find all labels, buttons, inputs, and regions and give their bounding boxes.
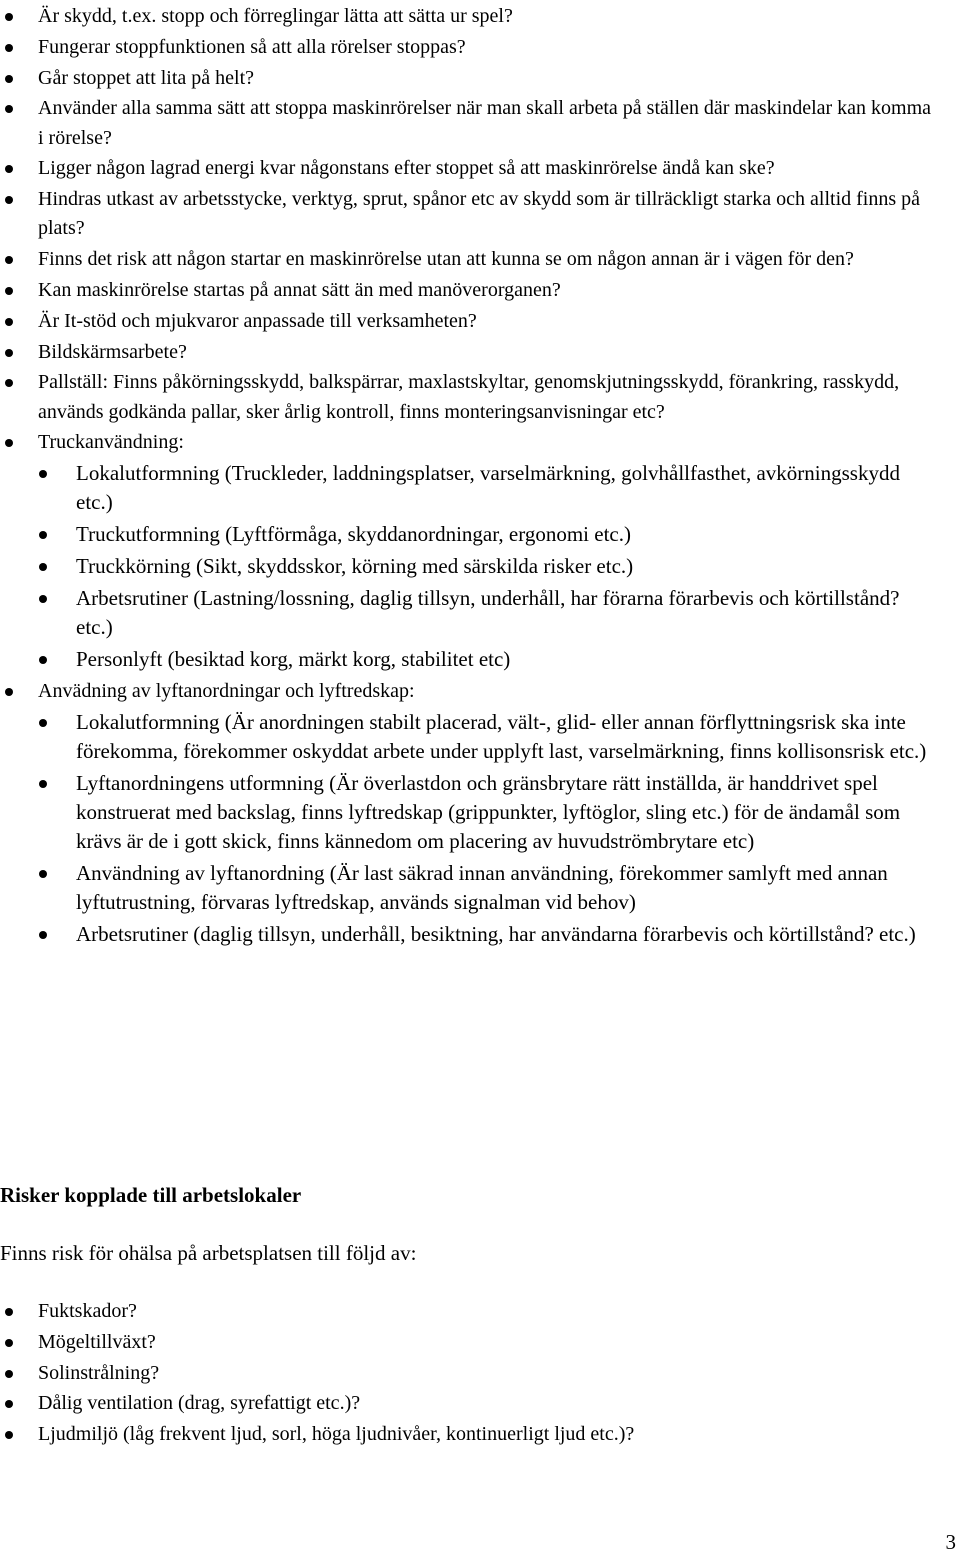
lifting-usage-label: Anvädning av lyftanordningar och lyftredskap:	[38, 680, 415, 703]
lifting-usage-sublist	[38, 708, 940, 949]
list-item-text: Ljudmiljö (låg frekvent ljud, sorl, höga ljudnivåer, kontinuerligt ljud etc.)?	[38, 1423, 635, 1446]
sublist-item	[38, 584, 940, 642]
sublist-item	[38, 769, 940, 856]
machine-safety-checklist	[0, 2, 940, 952]
bullet-icon	[39, 931, 47, 939]
bullet-icon	[39, 531, 47, 539]
bullet-icon	[5, 105, 13, 113]
list-item-text: Bildskärmsarbete?	[38, 340, 187, 363]
list-item-text: Solinstrålning?	[38, 1361, 160, 1384]
list-item	[0, 276, 940, 305]
sublist-item	[38, 520, 940, 549]
bullet-icon	[5, 165, 13, 173]
bullet-icon	[39, 595, 47, 603]
list-item-text: Hindras utkast av arbetsstycke, verktyg, sprut, spånor etc av skydd som är tillräckligt starka och alltid finns på plats?	[38, 188, 921, 240]
truck-usage-sublist	[38, 459, 940, 674]
list-item	[0, 1420, 940, 1449]
bullet-icon	[5, 1370, 13, 1378]
sublist-item-text: Användning av lyftanordning (Är last säkrad innan användning, förekommer samlyft med annan lyftutrustning, förvaras lyftredskap, används signalman vid behov)	[76, 860, 888, 914]
bullet-icon	[5, 13, 13, 21]
list-item-text: Är skydd, t.ex. stopp och förreglingar lätta att sätta ur spel?	[38, 5, 513, 27]
list-item-text: Är It-stöd och mjukvaror anpassade till verksamheten?	[38, 309, 477, 332]
sublist-item-text: Truckutformning (Lyftförmåga, skyddanordningar, ergonomi etc.)	[76, 522, 631, 547]
list-item	[0, 154, 940, 183]
sublist-item-text: Lokalutformning (Är anordningen stabilt placerad, vält-, glid- eller annan förflyttningsrisk ska inte förekomma, förekommer oskyddat arbete under upplyft last, varselmärkning, finns kollisonsrisk etc.)	[76, 709, 927, 763]
bullet-icon	[39, 719, 47, 727]
sublist-item-text: Lokalutformning (Truckleder, laddningsplatser, varselmärkning, golvhållfasthet, avkörningsskydd etc.)	[76, 461, 900, 515]
bullet-icon	[39, 563, 47, 571]
bullet-icon	[5, 349, 13, 357]
bullet-icon	[5, 196, 13, 204]
sublist-item	[38, 459, 940, 517]
list-item-text: Pallställ: Finns påkörningsskydd, balkspärrar, maxlastskyltar, genomskjutningsskydd, förankring, rasskydd, används godkända pallar, sker årlig kontroll, finns monteringsanvisningar etc?	[38, 371, 900, 423]
bullet-icon	[39, 780, 47, 788]
list-item-text: Mögeltillväxt?	[38, 1330, 156, 1353]
sublist-item	[38, 920, 940, 949]
workplace-risk-list	[0, 1297, 940, 1451]
bullet-icon	[5, 1308, 13, 1316]
sublist-item-text: Truckkörning (Sikt, skyddsskor, körning med särskilda risker etc.)	[76, 554, 634, 579]
sublist-item-text: Personlyft (besiktad korg, märkt korg, stabilitet etc)	[76, 647, 511, 672]
sublist-item-text: Arbetsrutiner (daglig tillsyn, underhåll, besiktning, har användarna förarbevis och körtillstånd? etc.)	[76, 921, 916, 946]
sublist-item-text: Arbetsrutiner (Lastning/lossning, daglig tillsyn, underhåll, har förarna förarbevis och körtillstånd? etc.)	[76, 586, 900, 640]
page-number: 3	[945, 1530, 956, 1554]
bullet-icon	[5, 318, 13, 326]
list-item-text: Kan maskinrörelse startas på annat sätt än med manöverorganen?	[38, 278, 561, 301]
list-item	[0, 1359, 940, 1388]
bullet-icon	[5, 379, 13, 387]
bullet-icon	[5, 1400, 13, 1408]
bullet-icon	[5, 439, 13, 447]
list-item	[0, 245, 940, 274]
list-item	[0, 1389, 940, 1418]
list-item-text: Fuktskador?	[38, 1300, 137, 1322]
list-item	[0, 64, 940, 93]
sublist-item	[38, 708, 940, 766]
sublist-item-text: Lyftanordningens utformning (Är överlastdon och gränsbrytare rätt inställda, är handdrivet spel konstruerat med backslag, finns lyftredskap (grippunkter, lyftöglor, sling etc.) för de ändamål som krävs är de i gott skick, finns kännedom om placering av huvudströmbrytare etc)	[76, 770, 901, 853]
list-item-text: Går stoppet att lita på helt?	[38, 66, 255, 89]
list-item-text: Dålig ventilation (drag, syrefattigt etc.)?	[38, 1392, 361, 1415]
truck-usage-label: Truckanvändning:	[38, 431, 184, 454]
list-item	[0, 368, 940, 426]
bullet-icon	[5, 1339, 13, 1347]
list-item	[0, 33, 940, 62]
list-item	[0, 94, 940, 152]
list-item	[0, 307, 940, 336]
list-item-text: Ligger någon lagrad energi kvar någonstans efter stoppet så att maskinrörelse ändå kan ske?	[38, 157, 775, 180]
list-item	[0, 2, 940, 31]
section-intro: Finns risk för ohälsa på arbetsplatsen till följd av:	[0, 1241, 417, 1265]
section-heading: Risker kopplade till arbetslokaler	[0, 1183, 302, 1207]
list-item	[0, 1328, 940, 1357]
bullet-icon	[39, 656, 47, 664]
list-item	[0, 1297, 940, 1326]
list-item-text: Använder alla samma sätt att stoppa maskinrörelser när man skall arbeta på ställen där maskindelar kan komma i rörelse?	[38, 97, 932, 149]
truck-usage-item	[0, 428, 940, 674]
bullet-icon	[39, 870, 47, 878]
bullet-icon	[5, 688, 13, 696]
bullet-icon	[39, 470, 47, 478]
bullet-icon	[5, 287, 13, 295]
bullet-icon	[5, 256, 13, 264]
sublist-item	[38, 552, 940, 581]
sublist-item	[38, 859, 940, 917]
list-item-text: Fungerar stoppfunktionen så att alla rörelser stoppas?	[38, 35, 466, 58]
bullet-icon	[5, 75, 13, 83]
sublist-item	[38, 645, 940, 674]
bullet-icon	[5, 44, 13, 52]
bullet-icon	[5, 1431, 13, 1439]
list-item	[0, 185, 940, 243]
lifting-usage-item	[0, 677, 940, 949]
list-item-text: Finns det risk att någon startar en maskinrörelse utan att kunna se om någon annan är i vägen för den?	[38, 248, 854, 271]
list-item	[0, 338, 940, 367]
